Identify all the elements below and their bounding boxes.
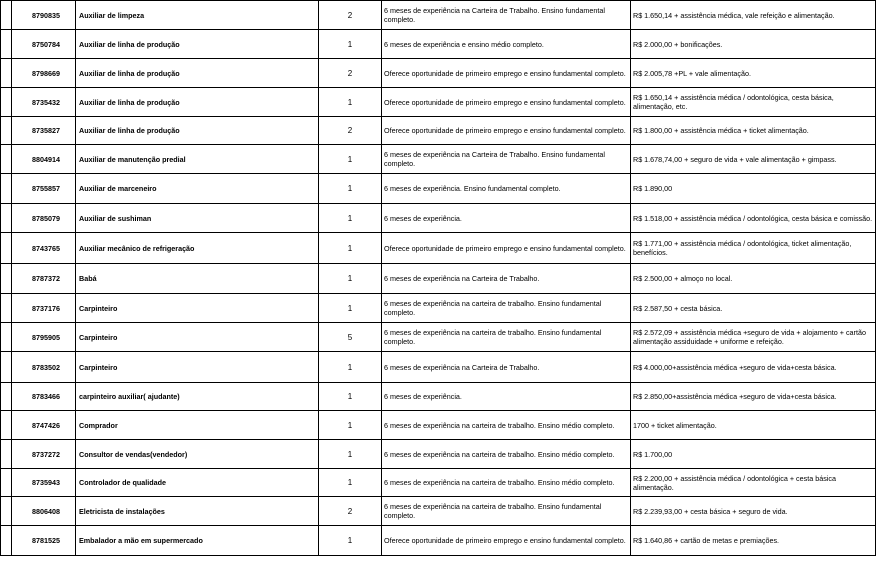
salary-benefits: R$ 2.500,00 + almoço no local. xyxy=(631,264,876,294)
job-title: Auxiliar de linha de produção xyxy=(76,88,319,117)
requirements: Oferece oportunidade de primeiro emprego e ensino fundamental completo. xyxy=(382,88,631,117)
salary-benefits: R$ 2.850,00+assistência médica +seguro de vida+cesta básica. xyxy=(631,383,876,411)
table-row xyxy=(1,526,876,556)
vacancy-count: 2 xyxy=(319,59,382,88)
row-margin-cell xyxy=(1,469,12,497)
requirements: 6 meses de experiência na carteira de trabalho. Ensino fundamental completo. xyxy=(382,294,631,323)
table-row xyxy=(1,30,876,59)
job-code: 8735432 xyxy=(12,88,76,117)
table-row xyxy=(1,352,876,383)
job-title: Carpinteiro xyxy=(76,323,319,352)
vacancy-count: 5 xyxy=(319,323,382,352)
vacancy-count: 1 xyxy=(319,411,382,440)
requirements: 6 meses de experiência na Carteira de Trabalho. xyxy=(382,352,631,383)
job-code: 8783502 xyxy=(12,352,76,383)
salary-benefits: R$ 2.005,78 +PL + vale alimentação. xyxy=(631,59,876,88)
table-row xyxy=(1,117,876,145)
job-title: Comprador xyxy=(76,411,319,440)
requirements: Oferece oportunidade de primeiro emprego e ensino fundamental completo. xyxy=(382,526,631,556)
job-title: Auxiliar de linha de produção xyxy=(76,117,319,145)
job-code: 8806408 xyxy=(12,497,76,526)
salary-benefits: R$ 2.587,50 + cesta básica. xyxy=(631,294,876,323)
job-code: 8781525 xyxy=(12,526,76,556)
job-title: Auxiliar de linha de produção xyxy=(76,59,319,88)
requirements: 6 meses de experiência na carteira de trabalho. Ensino fundamental completo. xyxy=(382,497,631,526)
vacancy-count: 1 xyxy=(319,383,382,411)
job-code: 8795905 xyxy=(12,323,76,352)
row-margin-cell xyxy=(1,30,12,59)
requirements: 6 meses de experiência na carteira de trabalho. Ensino médio completo. xyxy=(382,440,631,469)
job-title: Carpinteiro xyxy=(76,294,319,323)
requirements: 6 meses de experiência e ensino médio completo. xyxy=(382,30,631,59)
job-title: Auxiliar de manutenção predial xyxy=(76,145,319,174)
salary-benefits: R$ 1.518,00 + assistência médica / odontológica, cesta básica e comissão. xyxy=(631,204,876,233)
row-margin-cell xyxy=(1,383,12,411)
requirements: Oferece oportunidade de primeiro emprego e ensino fundamental completo. xyxy=(382,59,631,88)
job-title: Embalador a mão em supermercado xyxy=(76,526,319,556)
job-code: 8735827 xyxy=(12,117,76,145)
job-code: 8785079 xyxy=(12,204,76,233)
job-title: Auxiliar de limpeza xyxy=(76,1,319,30)
salary-benefits: R$ 1.650,14 + assistência médica, vale refeição e alimentação. xyxy=(631,1,876,30)
row-margin-cell xyxy=(1,1,12,30)
row-margin-cell xyxy=(1,294,12,323)
job-table-body xyxy=(1,1,876,556)
job-code: 8783466 xyxy=(12,383,76,411)
row-margin-cell xyxy=(1,204,12,233)
job-code: 8743765 xyxy=(12,233,76,264)
vacancy-count: 1 xyxy=(319,440,382,469)
vacancy-count: 1 xyxy=(319,145,382,174)
row-margin-cell xyxy=(1,174,12,204)
table-row xyxy=(1,59,876,88)
job-code: 8755857 xyxy=(12,174,76,204)
vacancy-count: 1 xyxy=(319,30,382,59)
job-title: Controlador de qualidade xyxy=(76,469,319,497)
job-code: 8790835 xyxy=(12,1,76,30)
vacancy-count: 1 xyxy=(319,264,382,294)
vacancy-count: 2 xyxy=(319,1,382,30)
job-title: Consultor de vendas(vendedor) xyxy=(76,440,319,469)
table-row xyxy=(1,264,876,294)
salary-benefits: R$ 1.771,00 + assistência médica / odontológica, ticket alimentação, benefícios. xyxy=(631,233,876,264)
vacancy-count: 1 xyxy=(319,204,382,233)
vacancy-count: 1 xyxy=(319,294,382,323)
table-row xyxy=(1,323,876,352)
job-code: 8750784 xyxy=(12,30,76,59)
vacancy-count: 1 xyxy=(319,174,382,204)
requirements: 6 meses de experiência. xyxy=(382,204,631,233)
requirements: 6 meses de experiência na Carteira de Trabalho. Ensino fundamental completo. xyxy=(382,1,631,30)
job-code: 8787372 xyxy=(12,264,76,294)
row-margin-cell xyxy=(1,264,12,294)
table-row xyxy=(1,145,876,174)
row-margin-cell xyxy=(1,88,12,117)
job-code: 8737176 xyxy=(12,294,76,323)
salary-benefits: R$ 2.200,00 + assistência médica / odontológica + cesta básica alimentação. xyxy=(631,469,876,497)
salary-benefits: R$ 4.000,00+assistência médica +seguro de vida+cesta básica. xyxy=(631,352,876,383)
vacancy-count: 1 xyxy=(319,469,382,497)
requirements: 6 meses de experiência. xyxy=(382,383,631,411)
salary-benefits: R$ 1.700,00 xyxy=(631,440,876,469)
vacancy-count: 1 xyxy=(319,526,382,556)
requirements: Oferece oportunidade de primeiro emprego e ensino fundamental completo. xyxy=(382,117,631,145)
vacancy-count: 1 xyxy=(319,88,382,117)
job-title: Eletricista de instalações xyxy=(76,497,319,526)
table-row xyxy=(1,469,876,497)
salary-benefits: 1700 + ticket alimentação. xyxy=(631,411,876,440)
job-code: 8798669 xyxy=(12,59,76,88)
vacancy-count: 2 xyxy=(319,117,382,145)
job-title: Babá xyxy=(76,264,319,294)
table-row xyxy=(1,88,876,117)
salary-benefits: R$ 1.650,14 + assistência médica / odontológica, cesta básica, alimentação, etc. xyxy=(631,88,876,117)
job-title: Auxiliar de sushiman xyxy=(76,204,319,233)
requirements: 6 meses de experiência. Ensino fundamental completo. xyxy=(382,174,631,204)
job-code: 8735943 xyxy=(12,469,76,497)
table-row xyxy=(1,440,876,469)
salary-benefits: R$ 1.678,74,00 + seguro de vida + vale alimentação + gimpass. xyxy=(631,145,876,174)
row-margin-cell xyxy=(1,233,12,264)
job-code: 8747426 xyxy=(12,411,76,440)
job-title: carpinteiro auxiliar( ajudante) xyxy=(76,383,319,411)
row-margin-cell xyxy=(1,59,12,88)
job-title: Auxiliar de marceneiro xyxy=(76,174,319,204)
row-margin-cell xyxy=(1,323,12,352)
row-margin-cell xyxy=(1,440,12,469)
job-title: Auxiliar mecânico de refrigeração xyxy=(76,233,319,264)
vacancy-count: 1 xyxy=(319,233,382,264)
salary-benefits: R$ 2.000,00 + bonificações. xyxy=(631,30,876,59)
requirements: Oferece oportunidade de primeiro emprego e ensino fundamental completo. xyxy=(382,233,631,264)
table-row xyxy=(1,497,876,526)
vacancy-count: 1 xyxy=(319,352,382,383)
job-code: 8737272 xyxy=(12,440,76,469)
requirements: 6 meses de experiência na carteira de trabalho. Ensino médio completo. xyxy=(382,469,631,497)
table-row xyxy=(1,204,876,233)
job-title: Auxiliar de linha de produção xyxy=(76,30,319,59)
salary-benefits: R$ 2.239,93,00 + cesta básica + seguro de vida. xyxy=(631,497,876,526)
table-row xyxy=(1,233,876,264)
job-title: Carpinteiro xyxy=(76,352,319,383)
salary-benefits: R$ 1.800,00 + assistência médica + ticket alimentação. xyxy=(631,117,876,145)
row-margin-cell xyxy=(1,145,12,174)
requirements: 6 meses de experiência na Carteira de Trabalho. xyxy=(382,264,631,294)
row-margin-cell xyxy=(1,411,12,440)
table-row xyxy=(1,294,876,323)
table-row xyxy=(1,1,876,30)
row-margin-cell xyxy=(1,117,12,145)
table-row xyxy=(1,174,876,204)
job-code: 8804914 xyxy=(12,145,76,174)
salary-benefits: R$ 2.572,09 + assistência médica +seguro de vida + alojamento + cartão alimentação assiduidade + uniforme e refeição. xyxy=(631,323,876,352)
salary-benefits: R$ 1.890,00 xyxy=(631,174,876,204)
table-row xyxy=(1,383,876,411)
row-margin-cell xyxy=(1,526,12,556)
requirements: 6 meses de experiência na Carteira de Trabalho. Ensino fundamental completo. xyxy=(382,145,631,174)
vacancy-count: 2 xyxy=(319,497,382,526)
salary-benefits: R$ 1.640,86 + cartão de metas e premiações. xyxy=(631,526,876,556)
row-margin-cell xyxy=(1,352,12,383)
requirements: 6 meses de experiência na carteira de trabalho. Ensino médio completo. xyxy=(382,411,631,440)
row-margin-cell xyxy=(1,497,12,526)
table-row xyxy=(1,411,876,440)
requirements: 6 meses de experiência na carteira de trabalho. Ensino fundamental completo. xyxy=(382,323,631,352)
